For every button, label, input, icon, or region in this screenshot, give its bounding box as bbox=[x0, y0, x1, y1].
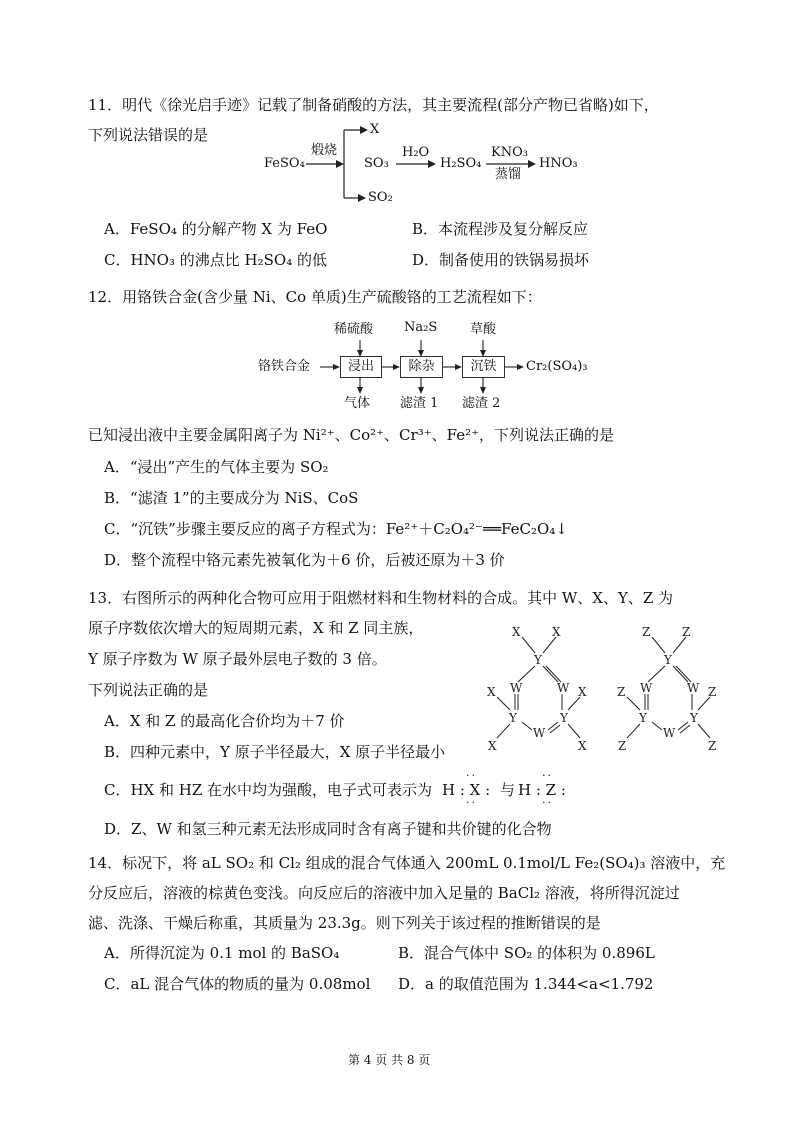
atom-z: Z bbox=[708, 685, 717, 699]
atom-x: X bbox=[552, 625, 561, 639]
q13-option-b[interactable]: B．四种元素中，Y 原子半径最大，X 原子半径最小 bbox=[104, 743, 446, 761]
atom-w: W bbox=[663, 726, 676, 740]
q11-so3: SO₃ bbox=[364, 156, 389, 171]
atom-x: X bbox=[578, 739, 587, 753]
q13-stem-line1: 13．右图所示的两种化合物可应用于阻燃材料和生物材料的合成。其中 W、X、Y、Z 为 bbox=[88, 589, 674, 607]
q13-stem-line4: 下列说法正确的是 bbox=[88, 681, 209, 699]
atom-z: Z bbox=[617, 685, 626, 699]
atom-x: X bbox=[512, 625, 521, 639]
q11-h2so4: H₂SO₄ bbox=[440, 156, 482, 171]
q14-stem-line3: 滤、洗涤、干燥后称重，其质量为 23.3g。则下列关于该过程的推断错误的是 bbox=[88, 914, 601, 932]
q13-option-c-and: 与 bbox=[500, 781, 516, 799]
atom-w: W bbox=[687, 681, 700, 695]
electron-dots-top-x: ·· bbox=[466, 769, 477, 782]
q12-reagent-oxalic: 草酸 bbox=[470, 322, 497, 337]
q12-out-gas: 气体 bbox=[344, 396, 371, 411]
q13-option-d[interactable]: D．Z、W 和氢三种元素无法形成同时含有离子键和共价键的化合物 bbox=[104, 820, 552, 838]
page-footer: 第 4 页 共 8 页 bbox=[348, 1053, 431, 1067]
atom-y: Y bbox=[690, 711, 698, 725]
q12-reagent-na2s: Na₂S bbox=[404, 320, 438, 335]
q12-option-a[interactable]: A．“浸出”产生的气体主要为 SO₂ bbox=[104, 458, 329, 476]
q14-stem-line1: 14．标况下，将 aL SO₂ 和 Cl₂ 组成的混合气体通入 200mL 0.1mol/L Fe₂(SO₄)₃ 溶液中，充 bbox=[88, 854, 726, 872]
q14-option-b[interactable]: B．混合气体中 SO₂ 的体积为 0.896L bbox=[398, 944, 655, 962]
q11-cond-calcine: 煅烧 bbox=[311, 143, 338, 158]
atom-y: Y bbox=[639, 711, 647, 725]
q11-x-product: X bbox=[370, 122, 380, 137]
q12-step-leach: 浸出 bbox=[340, 356, 382, 378]
atom-y: Y bbox=[664, 653, 672, 667]
hx-electron-formula: H : X : bbox=[442, 781, 491, 799]
q12-option-c[interactable]: C．“沉铁”步骤主要反应的离子方程式为：Fe²⁺＋C₂O₄²⁻══FeC₂O₄↓ bbox=[104, 520, 568, 538]
q14-option-a[interactable]: A．所得沉淀为 0.1 mol 的 BaSO₄ bbox=[104, 944, 340, 962]
electron-dots-bottom-z: ·· bbox=[542, 796, 553, 809]
q13-option-c-text: C．HX 和 HZ 在水中均为强酸，电子式可表示为 bbox=[104, 781, 433, 799]
atom-y: Y bbox=[534, 653, 542, 667]
q11-hno3: HNO₃ bbox=[539, 156, 578, 171]
q11-stem-line1: 11．明代《徐光启手迹》记载了制备硝酸的方法，其主要流程(部分产物已省略)如下， bbox=[88, 96, 659, 114]
q12-option-b[interactable]: B．“滤渣 1”的主要成分为 NiS、CoS bbox=[104, 489, 359, 507]
atom-x: X bbox=[487, 685, 496, 699]
q12-out-residue1: 滤渣 1 bbox=[400, 396, 439, 411]
q11-option-d[interactable]: D．制备使用的铁锅易损坏 bbox=[412, 251, 590, 269]
q11-cond-water: H₂O bbox=[402, 145, 430, 160]
electron-dots-top-z: ·· bbox=[542, 769, 553, 782]
q11-cond-distill: 蒸馏 bbox=[495, 167, 522, 182]
q14-option-d[interactable]: D．a 的取值范围为 1.344<a<1.792 bbox=[398, 975, 654, 993]
atom-w: W bbox=[510, 681, 523, 695]
q13-stem-line2: 原子序数依次增大的短周期元素，X 和 Z 同主族， bbox=[88, 619, 424, 637]
q12-out-residue2: 滤渣 2 bbox=[462, 396, 501, 411]
q14-option-c[interactable]: C．aL 混合气体的物质的量为 0.08mol bbox=[104, 975, 371, 993]
atom-z: Z bbox=[708, 739, 717, 753]
q13-option-a[interactable]: A．X 和 Z 的最高化合价均为＋7 价 bbox=[104, 712, 345, 730]
atom-w: W bbox=[640, 681, 653, 695]
q11-option-b[interactable]: B．本流程涉及复分解反应 bbox=[412, 220, 589, 238]
atom-x: X bbox=[578, 685, 587, 699]
q12-input-alloy: 铬铁合金 bbox=[258, 359, 311, 374]
atom-x: X bbox=[488, 739, 497, 753]
atom-w: W bbox=[557, 681, 570, 695]
q11-stem-line2: 下列说法错误的是 bbox=[88, 126, 209, 144]
atom-w: W bbox=[533, 726, 546, 740]
q14-stem-line2: 分反应后，溶液的棕黄色变浅。向反应后的溶液中加入足量的 BaCl₂ 溶液，将所得沉淀过 bbox=[88, 884, 680, 902]
atom-z: Z bbox=[642, 625, 651, 639]
q12-step-purify: 除杂 bbox=[400, 356, 443, 378]
hz-electron-formula: H : Z : bbox=[518, 781, 566, 799]
q12-product: Cr₂(SO₄)₃ bbox=[526, 359, 588, 374]
atom-y: Y bbox=[560, 711, 568, 725]
q12-reagent-dilute-h2so4: 稀硫酸 bbox=[334, 322, 374, 337]
atom-z: Z bbox=[618, 739, 627, 753]
q11-so2: SO₂ bbox=[368, 190, 393, 205]
q12-stem: 12．用铬铁合金(含少量 Ni、Co 单质)生产硫酸铬的工艺流程如下： bbox=[88, 288, 542, 306]
q11-feso4: FeSO₄ bbox=[264, 156, 305, 171]
electron-dots-bottom-x: ·· bbox=[466, 796, 477, 809]
atom-y: Y bbox=[509, 711, 517, 725]
q12-known: 已知浸出液中主要金属阳离子为 Ni²⁺、Co²⁺、Cr³⁺、Fe²⁺，下列说法正确的是 bbox=[88, 426, 615, 444]
q13-stem-line3: Y 原子序数为 W 原子最外层电子数的 3 倍。 bbox=[88, 650, 387, 668]
q12-option-d[interactable]: D．整个流程中铬元素先被氧化为＋6 价，后被还原为＋3 价 bbox=[104, 551, 505, 569]
q11-option-c[interactable]: C．HNO₃ 的沸点比 H₂SO₄ 的低 bbox=[104, 251, 327, 269]
q11-cond-kno3: KNO₃ bbox=[491, 145, 528, 160]
atom-z: Z bbox=[682, 625, 691, 639]
q11-option-a[interactable]: A．FeSO₄ 的分解产物 X 为 FeO bbox=[104, 220, 328, 238]
q12-step-iron-precip: 沉铁 bbox=[462, 356, 505, 378]
